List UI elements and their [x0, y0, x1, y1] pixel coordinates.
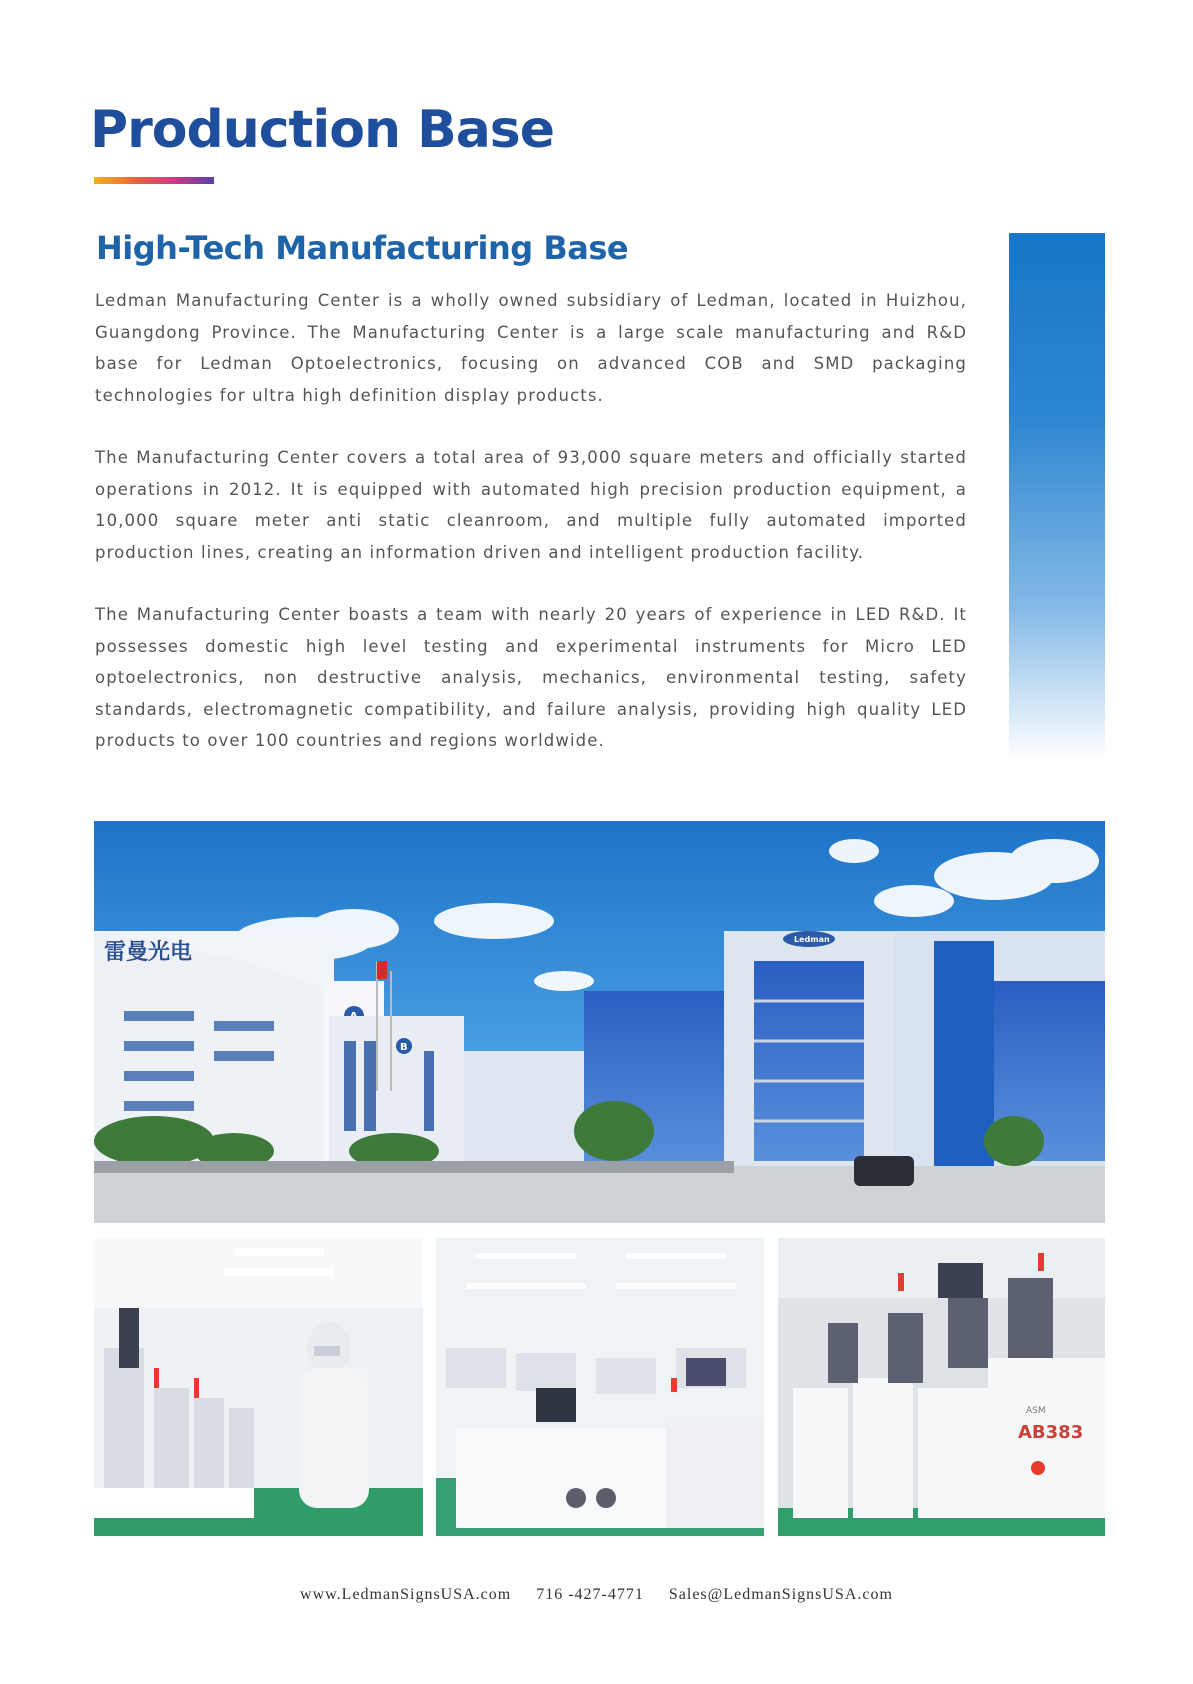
- footer-contact: [0, 1586, 1193, 1604]
- asm-bonding-machines-photo: [778, 1238, 1105, 1536]
- footer-website-link[interactable]: www.LedmanSignsUSA.com: [300, 1586, 512, 1603]
- cleanroom-photo: [94, 1238, 423, 1536]
- paragraph-facility: The Manufacturing Center covers a total area of 93,000 square meters and officially started operations in 2012. It is equipped with automated high precision production equipment, a 10,000 square meter anti static cleanroom, and multiple fully automated imported production lines, creating an information driven and intelligent production facility.: [95, 448, 967, 562]
- brand-logo-text: Ledman: [794, 935, 830, 944]
- building-b-label: B: [400, 1042, 408, 1053]
- decorative-side-bar: [1009, 233, 1105, 760]
- footer-email-link[interactable]: Sales@LedmanSignsUSA.com: [668, 1586, 893, 1603]
- body-text: [95, 285, 967, 788]
- footer-phone[interactable]: 716 -427-4771: [536, 1586, 644, 1603]
- factory-exterior-photo: [94, 821, 1105, 1223]
- machine-model-label: AB383: [1018, 1422, 1084, 1443]
- machine-brand-label: ASM: [1026, 1406, 1046, 1416]
- paragraph-intro: Ledman Manufacturing Center is a wholly owned subsidiary of Ledman, located in Huizhou, Guangdong Province. The Manufacturing Center is a large scale manufacturing and R&D base for Ledman Optoelectronics, focusing on advanced COB and SMD packaging technologies for ultra high definition display products.: [95, 291, 967, 405]
- hero-sign-text: 雷曼光电: [104, 940, 193, 965]
- title-underline-gradient: [94, 177, 214, 184]
- section-heading: High-Tech Manufacturing Base: [96, 229, 629, 267]
- paragraph-team: The Manufacturing Center boasts a team with nearly 20 years of experience in LED R&D. It possesses domestic high level testing and experimental instruments for Micro LED optoelectronics, non destructive analysis, mechanics, environmental testing, safety standards, electromagnetic compatibility, and failure analysis, providing high quality LED products to over 100 countries and regions worldwide.: [95, 605, 967, 750]
- page-title: Production Base: [90, 100, 555, 160]
- smt-production-lines-photo: [436, 1238, 764, 1536]
